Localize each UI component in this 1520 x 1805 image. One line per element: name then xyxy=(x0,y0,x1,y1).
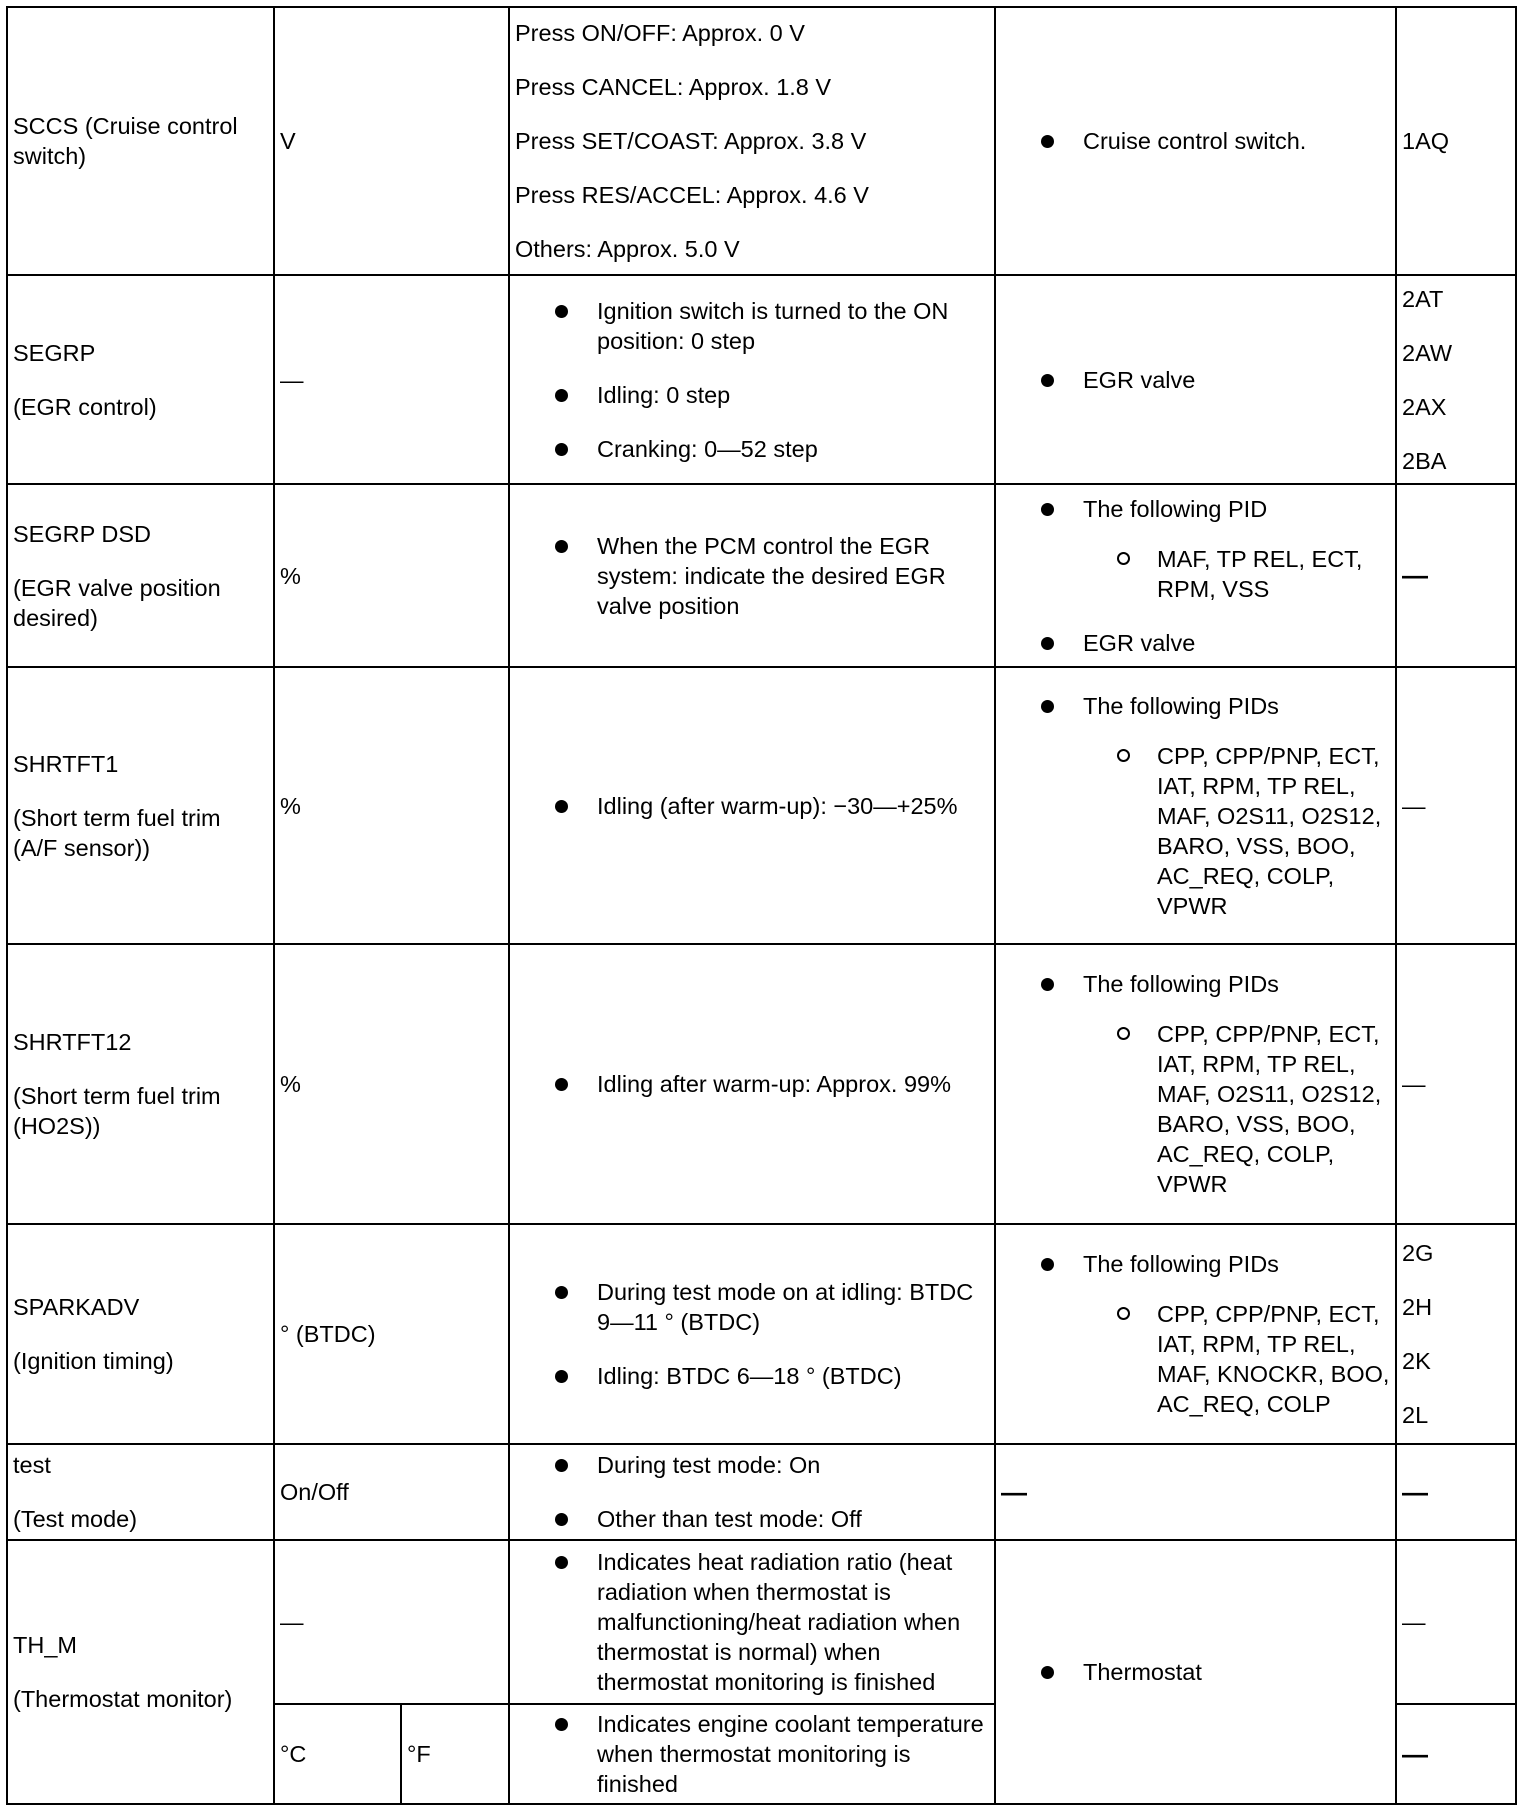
terminal-cell xyxy=(1396,275,1516,484)
unit-cell xyxy=(274,1444,509,1540)
condition-item: When the PCM control the EGR system: indicate the desired EGR valve position xyxy=(555,531,989,621)
unit-cell xyxy=(274,667,509,944)
inspection-item: Cruise control switch. xyxy=(1041,126,1390,156)
terminal-cell xyxy=(1396,1224,1516,1444)
table-row xyxy=(7,484,1516,667)
condition-cell xyxy=(509,944,995,1224)
inspection-cell xyxy=(995,484,1396,667)
terminal-text: 2AX xyxy=(1402,393,1447,420)
table-row xyxy=(7,1444,1516,1540)
pid-description: (Short term fuel trim (A/F sensor)) xyxy=(13,804,221,861)
condition-cell xyxy=(509,1444,995,1540)
unit-text: V xyxy=(280,128,296,154)
condition-cell xyxy=(509,1704,995,1804)
pid-name: SCCS (Cruise control switch) xyxy=(13,113,238,169)
pid-description: (EGR valve position desired) xyxy=(13,574,221,631)
condition-text: Others: Approx. 5.0 V xyxy=(515,236,740,262)
terminal-cell xyxy=(1396,667,1516,944)
inspection-text: — xyxy=(1001,1476,1027,1507)
pid-description: (EGR control) xyxy=(13,393,157,420)
inspection-item xyxy=(1041,494,1390,604)
terminal-cell xyxy=(1396,7,1516,275)
pid-name: TH_M xyxy=(13,1632,77,1658)
inspection-cell xyxy=(995,944,1396,1224)
pid-name: test xyxy=(13,1452,51,1478)
terminal-cell xyxy=(1396,1704,1516,1804)
inspection-heading: The following PID xyxy=(1083,495,1268,522)
inspection-item xyxy=(1041,1249,1390,1419)
table-row xyxy=(7,275,1516,484)
terminal-text: 1AQ xyxy=(1402,128,1450,154)
pid-name: SHRTFT1 xyxy=(13,750,119,777)
pid-name: SEGRP DSD xyxy=(13,520,151,547)
pid-name: SHRTFT12 xyxy=(13,1029,132,1055)
pid-description: (Test mode) xyxy=(13,1506,138,1532)
condition-item: Idling: 0 step xyxy=(555,380,989,410)
pid-description: (Short term fuel trim (HO2S)) xyxy=(13,1083,221,1139)
inspection-item xyxy=(1041,691,1390,921)
pid-name-cell xyxy=(7,1444,274,1540)
condition-item: Other than test mode: Off xyxy=(555,1504,989,1534)
terminal-text: — xyxy=(1402,1609,1426,1635)
inspection-cell xyxy=(995,1444,1396,1540)
pid-name: SPARKADV xyxy=(13,1294,140,1320)
condition-text: Press RES/ACCEL: Approx. 4.6 V xyxy=(515,182,869,208)
table-row xyxy=(7,1224,1516,1444)
terminal-cell xyxy=(1396,1444,1516,1540)
inspection-cell xyxy=(995,1540,1396,1804)
pid-name-cell xyxy=(7,944,274,1224)
inspection-item: EGR valve xyxy=(1041,365,1390,395)
unit-text: — xyxy=(280,366,304,393)
table-row xyxy=(7,944,1516,1224)
inspection-heading: The following PIDs xyxy=(1083,692,1279,719)
inspection-item: Thermostat xyxy=(1041,1657,1390,1687)
pid-monitor-table xyxy=(6,6,1517,1805)
terminal-text: — xyxy=(1402,792,1426,819)
unit-text: % xyxy=(280,792,301,819)
inspection-item: EGR valve xyxy=(1041,628,1390,658)
condition-cell xyxy=(509,1224,995,1444)
inspection-heading: The following PIDs xyxy=(1083,971,1279,997)
unit-text: ° (BTDC) xyxy=(280,1321,376,1347)
terminal-text: 2G xyxy=(1402,1240,1434,1266)
table-row xyxy=(7,667,1516,944)
condition-item: Ignition switch is turned to the ON position: 0 step xyxy=(555,296,989,356)
pid-description: (Ignition timing) xyxy=(13,1348,174,1374)
condition-item: Idling after warm-up: Approx. 99% xyxy=(555,1069,989,1099)
condition-item: During test mode on at idling: BTDC 9—11 ° (BTDC) xyxy=(555,1277,989,1337)
inspection-cell xyxy=(995,7,1396,275)
pid-name-cell xyxy=(7,275,274,484)
terminal-text: — xyxy=(1402,1738,1428,1769)
unit-text: % xyxy=(280,1071,301,1097)
condition-item: During test mode: On xyxy=(555,1450,989,1480)
inspection-cell xyxy=(995,1224,1396,1444)
unit-text: — xyxy=(280,1609,304,1635)
terminal-text: — xyxy=(1402,1476,1428,1507)
condition-cell xyxy=(509,1540,995,1704)
inspection-subitem: CPP, CPP/PNP, ECT, IAT, RPM, TP REL, MAF, KNOCKR, BOO, AC_REQ, COLP xyxy=(1117,1299,1390,1419)
unit-text: On/Off xyxy=(280,1479,349,1505)
table-row xyxy=(7,1540,1516,1704)
terminal-text: — xyxy=(1402,560,1428,590)
inspection-item xyxy=(1041,969,1390,1199)
unit-cell xyxy=(274,7,509,275)
pid-name-cell xyxy=(7,1224,274,1444)
pid-table-container xyxy=(6,6,1515,1805)
inspection-heading: The following PIDs xyxy=(1083,1251,1279,1277)
terminal-text: 2AW xyxy=(1402,339,1453,366)
condition-cell xyxy=(509,667,995,944)
terminal-text: 2H xyxy=(1402,1294,1433,1320)
condition-cell xyxy=(509,275,995,484)
unit-cell-fahrenheit xyxy=(401,1704,509,1804)
terminal-cell xyxy=(1396,944,1516,1224)
terminal-text: 2BA xyxy=(1402,447,1447,474)
unit-cell-celsius xyxy=(274,1704,401,1804)
condition-text: Press SET/COAST: Approx. 3.8 V xyxy=(515,128,867,154)
unit-cell xyxy=(274,275,509,484)
terminal-text: 2L xyxy=(1402,1402,1429,1428)
pid-name-cell xyxy=(7,484,274,667)
pid-name-cell xyxy=(7,1540,274,1804)
pid-name: SEGRP xyxy=(13,339,96,366)
condition-item: Indicates engine coolant temperature when thermostat monitoring is finished xyxy=(555,1709,989,1799)
condition-item: Indicates heat radiation ratio (heat radiation when thermostat is malfunctioning/heat radiation when thermostat is normal) when thermostat monitoring is finished xyxy=(555,1547,989,1697)
condition-item: Idling: BTDC 6—18 ° (BTDC) xyxy=(555,1361,989,1391)
condition-cell xyxy=(509,7,995,275)
condition-item: Idling (after warm-up): −30—+25% xyxy=(555,791,989,821)
pid-name-cell xyxy=(7,7,274,275)
unit-text: °F xyxy=(407,1741,431,1767)
unit-cell xyxy=(274,944,509,1224)
terminal-cell xyxy=(1396,1540,1516,1704)
condition-item: Cranking: 0—52 step xyxy=(555,434,989,464)
inspection-cell xyxy=(995,275,1396,484)
terminal-text: 2K xyxy=(1402,1348,1431,1374)
terminal-text: — xyxy=(1402,1071,1426,1097)
inspection-cell xyxy=(995,667,1396,944)
inspection-subitem: MAF, TP REL, ECT, RPM, VSS xyxy=(1117,544,1390,604)
table-row xyxy=(7,7,1516,275)
terminal-cell xyxy=(1396,484,1516,667)
condition-text: Press CANCEL: Approx. 1.8 V xyxy=(515,74,832,100)
inspection-subitem: CPP, CPP/PNP, ECT, IAT, RPM, TP REL, MAF, O2S11, O2S12, BARO, VSS, BOO, AC_REQ, COLP, VPWR xyxy=(1117,741,1390,921)
terminal-text: 2AT xyxy=(1402,285,1444,312)
unit-cell xyxy=(274,1540,509,1704)
pid-name-cell xyxy=(7,667,274,944)
inspection-subitem: CPP, CPP/PNP, ECT, IAT, RPM, TP REL, MAF, O2S11, O2S12, BARO, VSS, BOO, AC_REQ, COLP, VPWR xyxy=(1117,1019,1390,1199)
condition-text: Press ON/OFF: Approx. 0 V xyxy=(515,20,805,46)
condition-cell xyxy=(509,484,995,667)
unit-text: % xyxy=(280,562,301,589)
unit-cell xyxy=(274,1224,509,1444)
pid-description: (Thermostat monitor) xyxy=(13,1686,233,1712)
unit-text: °C xyxy=(280,1741,307,1767)
unit-cell xyxy=(274,484,509,667)
